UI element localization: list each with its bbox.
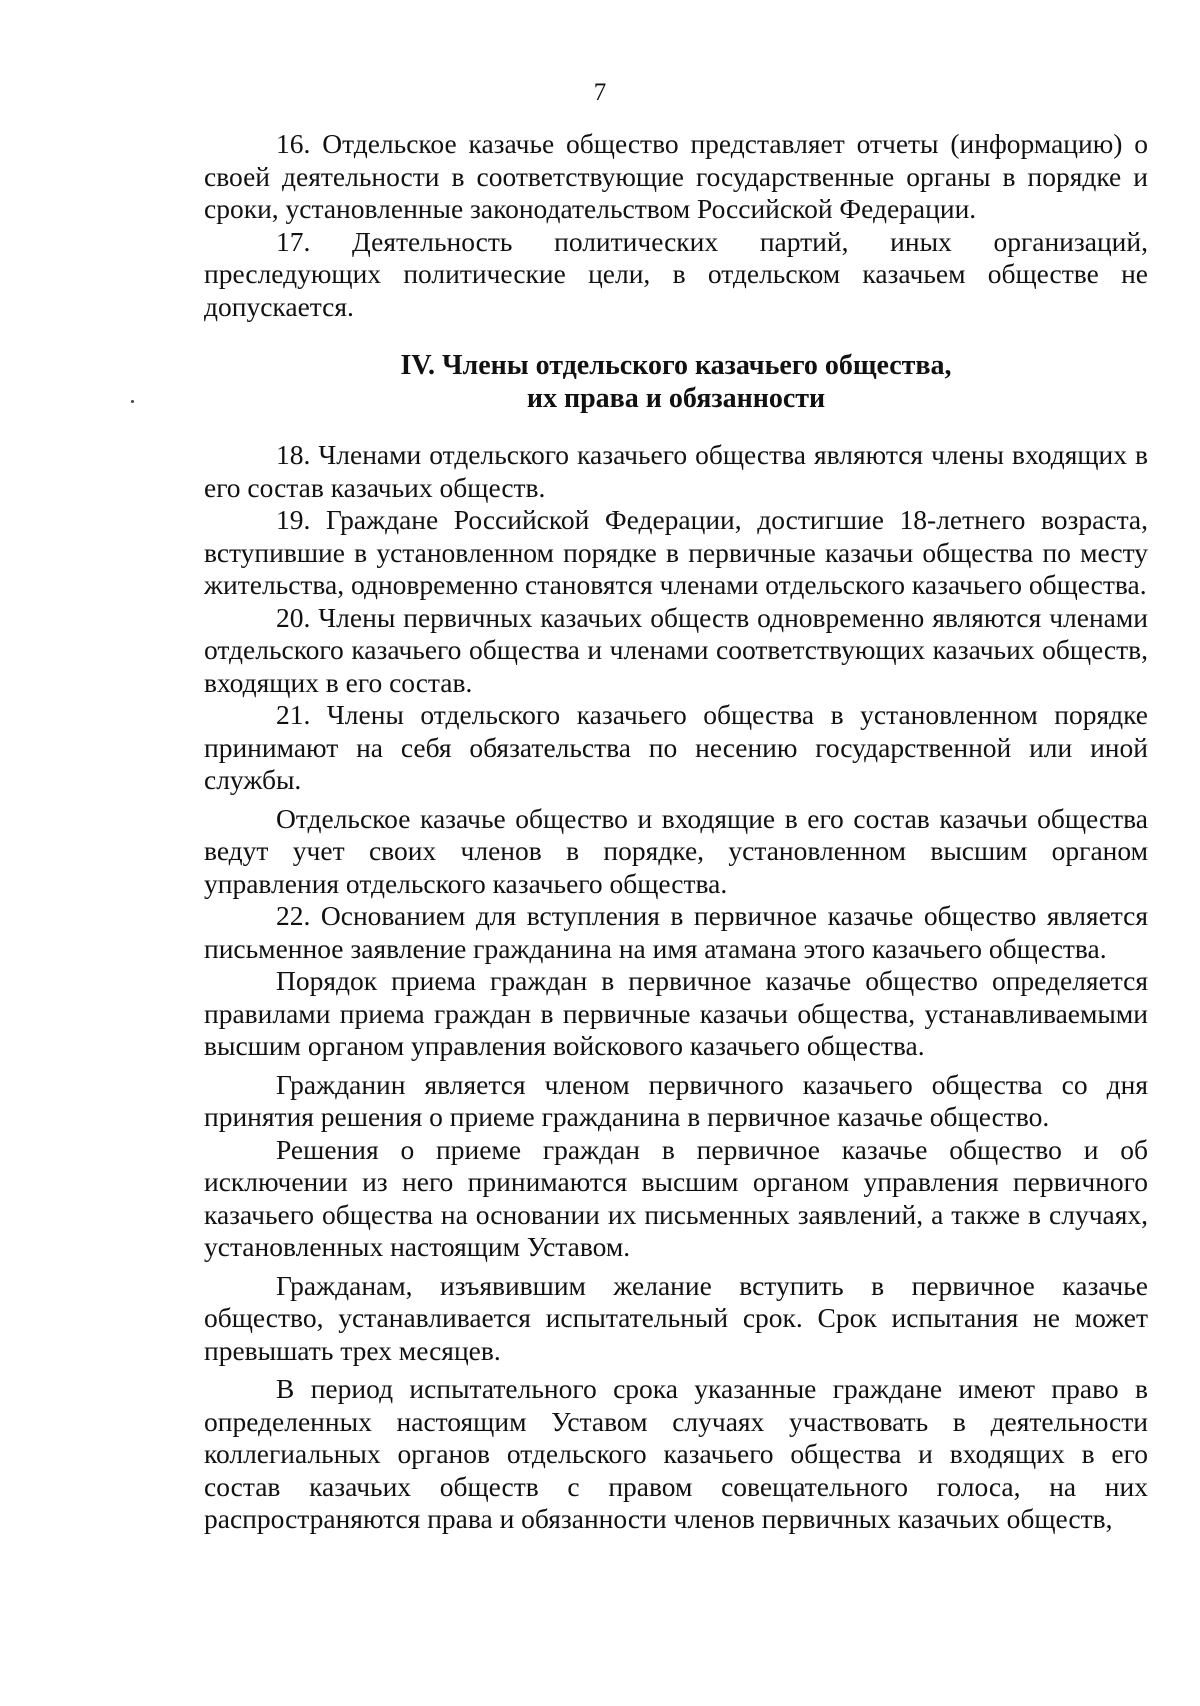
section-heading-line-1: IV. Члены отдельского казачьего общества, [400,350,952,381]
paragraph-22-probation: Гражданам, изъявившим желание вступить в первичное казачье общество, устанавливается испытательный срок. Срок испытания не может превышать трех месяцев. [204,1269,1148,1366]
page-number: 7 [593,79,607,106]
paragraph-17: 17. Деятельность политических партий, иных организаций, преследующих политические цели, в отдельском казачьем обществе не допускается. [204,225,1148,322]
section-heading [204,349,1148,415]
document-body [204,128,1148,1536]
paragraph-16: 16. Отдельское казачье общество представляет отчеты (информацию) о своей деятельности в соответствующие государственные органы в порядке и сроки, установленные законодательством Российской Федерации. [204,128,1148,224]
paragraph-20: 20. Члены первичных казачьих обществ одновременно являются членами отдельского казачьего общества и членами соответствующих казачьих обществ, входящих в его состав. [204,601,1148,698]
paragraph-22-admission-decisions: Решения о приеме граждан в первичное казачье общество и об исключении из него принимаются высшим органом управления первичного казачьего общества на основании их письменных заявлений, а также в случаях, установленных настоящим Уставом. [204,1133,1148,1262]
paragraph-21: 21. Члены отдельского казачьего общества в установленном порядке принимают на себя обязательства по несению государственной или иной службы. [204,699,1148,795]
paragraph-22: 22. Основанием для вступления в первичное казачье общество является письменное заявление гражданина на имя атамана этого казачьего общества. [204,900,1148,964]
paragraph-19: 19. Граждане Российской Федерации, достигшие 18-летнего возраста, вступившие в установленном порядке в первичные казачьи общества по месту жительства, одновременно становятся членами отдельского казачьего общества. [204,504,1148,600]
section-heading-line-2: их права и обязанности [526,383,826,414]
paragraph-21-continued: Отдельское казачье общество и входящие в его состав казачьи общества ведут учет своих членов в порядке, установленном высшим органом управления отдельского казачьего общества. [204,802,1148,899]
paragraph-22-membership-date: Гражданин является членом первичного казачьего общества со дня принятия решения о приеме гражданина в первичное казачье общество. [204,1068,1148,1132]
paragraph-22-probation-rights: В период испытательного срока указанные граждане имеют право в определенных настоящим Уставом случаях участвовать в деятельности коллегиальных органов отдельского казачьего общества и входящих в его состав казачьих обществ с правом совещательного голоса, на них распространяются права и обязанности членов первичных казачьих обществ, [204,1373,1148,1534]
paragraph-18: 18. Членами отдельского казачьего общества являются члены входящих в его состав казачьих обществ. [204,439,1148,503]
scan-speck [131,400,134,403]
paragraph-22-admission-rules: Порядок приема граждан в первичное казачье общество определяется правилами приема граждан в первичные казачьи общества, устанавливаемыми высшим органом управления войскового казачьего общества. [204,965,1148,1061]
